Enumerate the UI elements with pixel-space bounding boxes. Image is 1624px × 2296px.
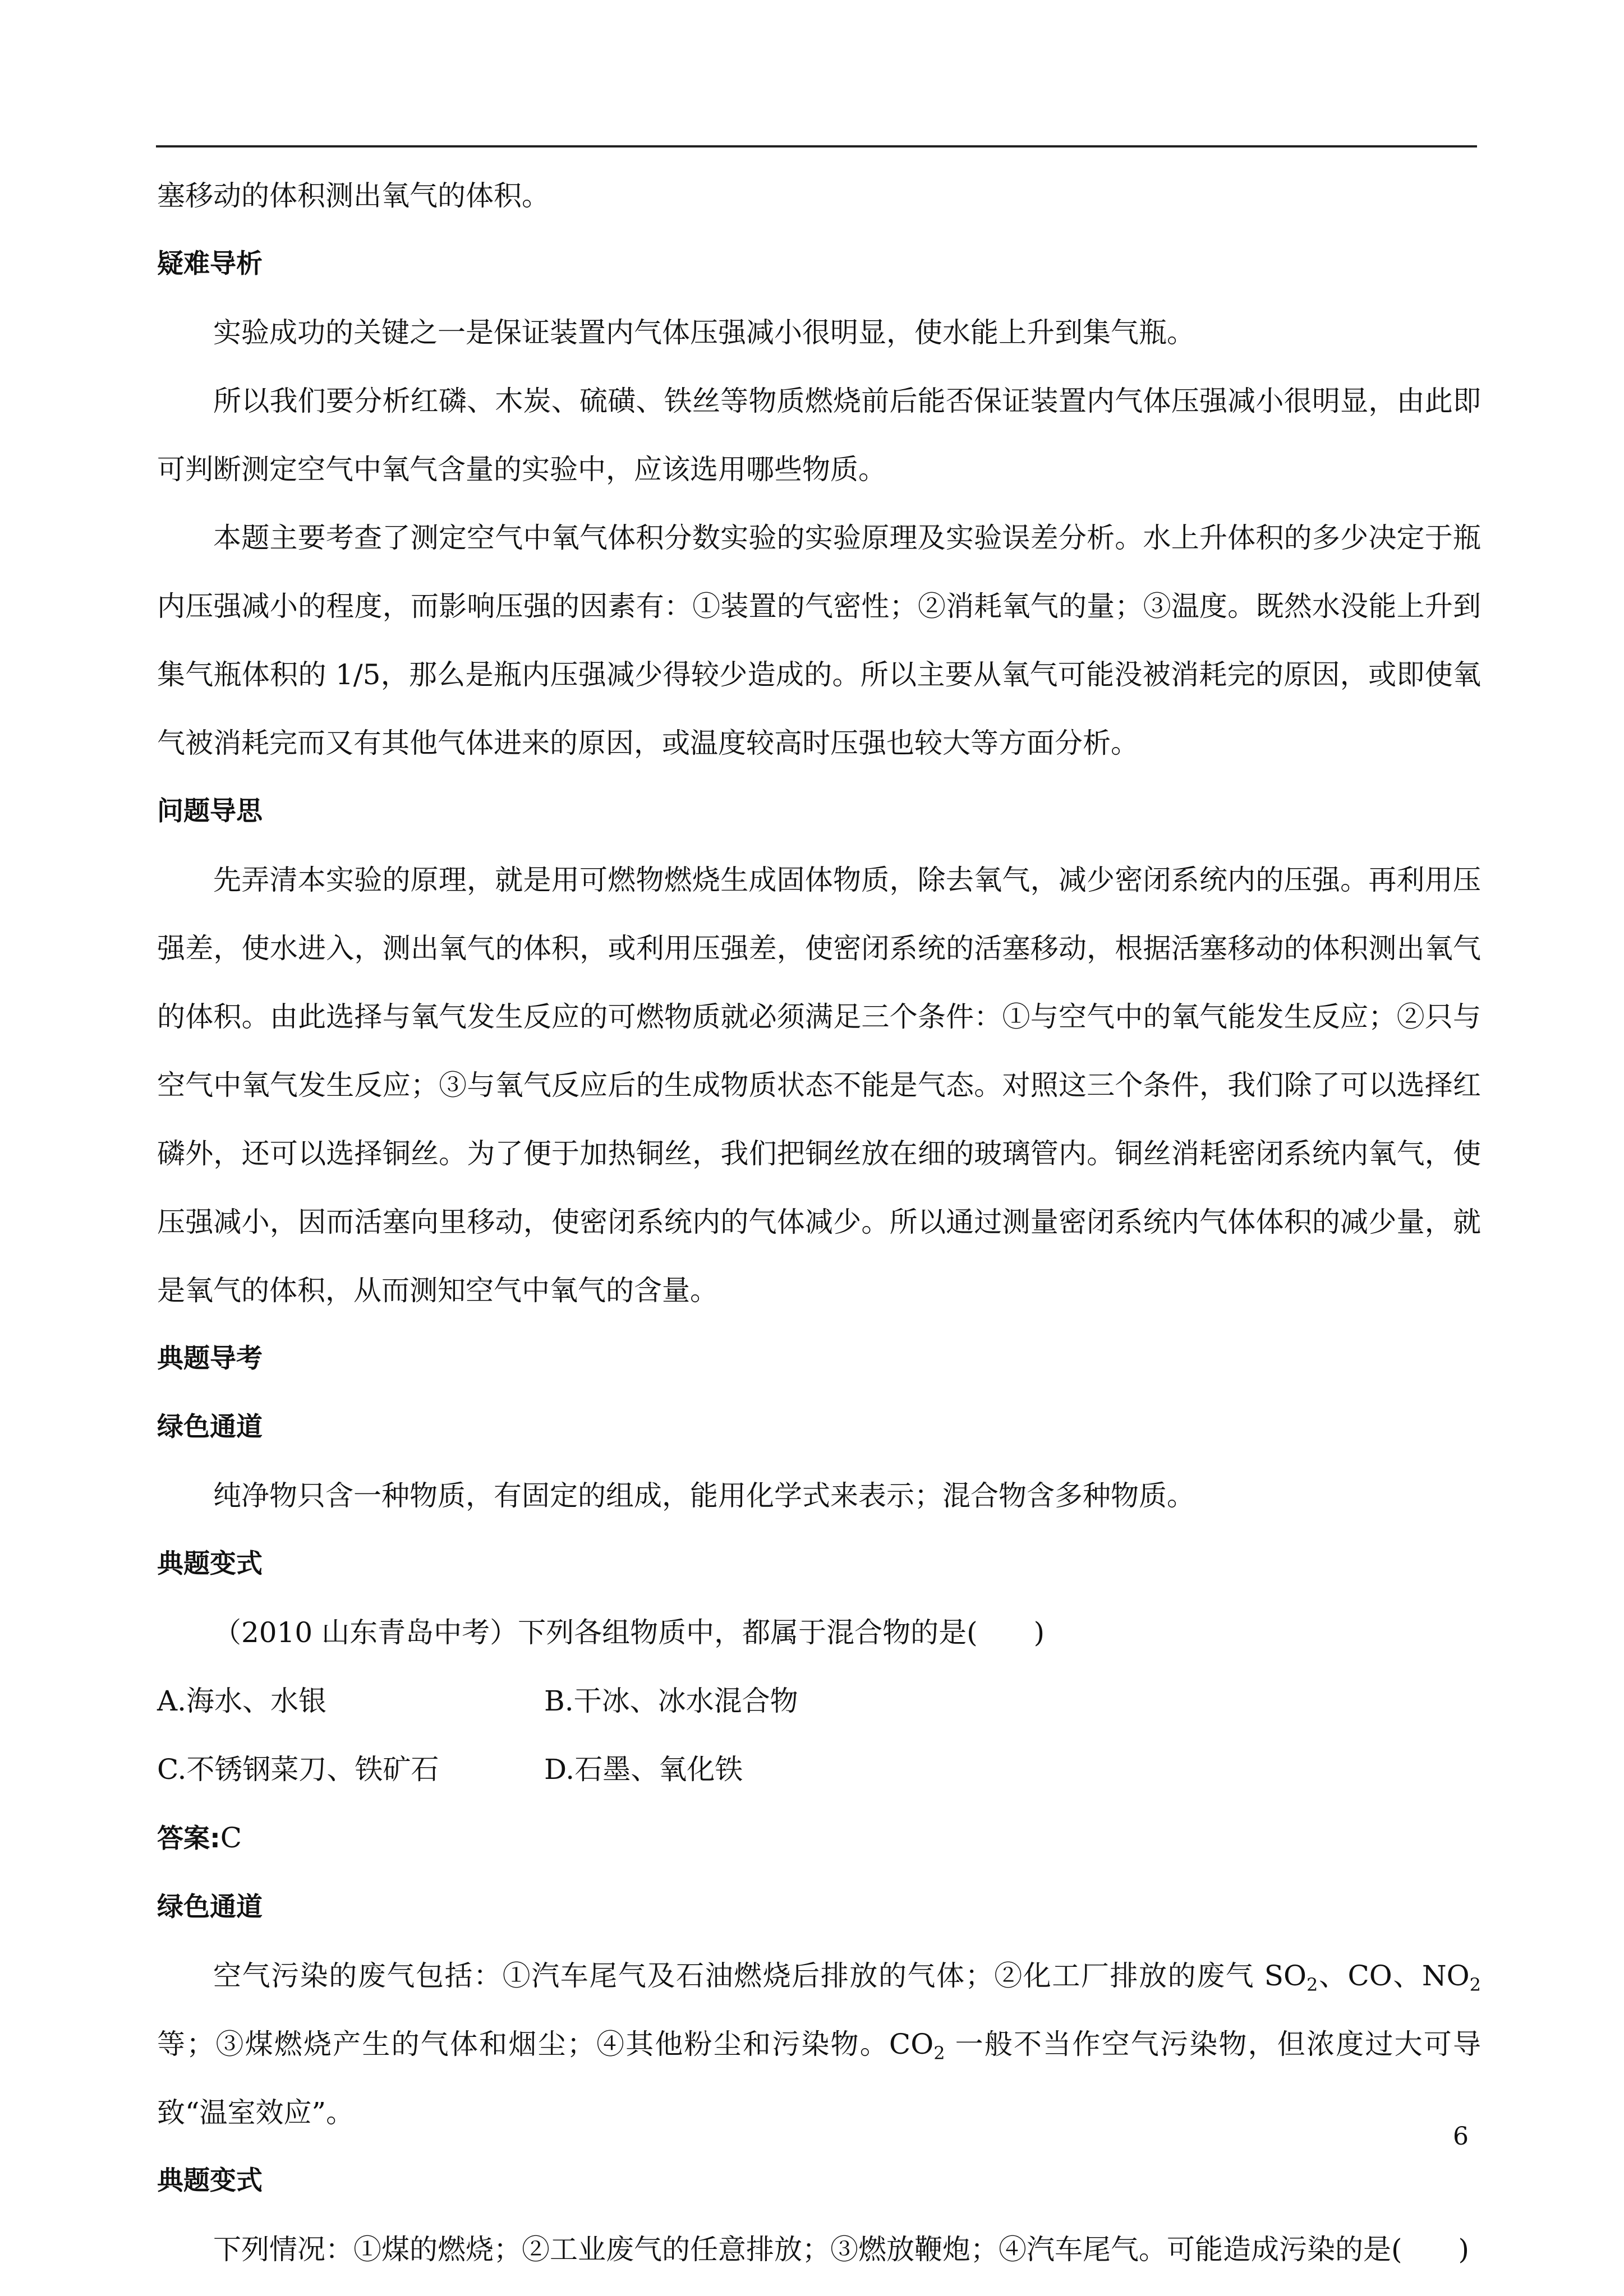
subscript: 2	[1306, 1974, 1318, 1995]
paragraph-air-pollution	[157, 1942, 1481, 2147]
subscript: 2	[933, 2043, 945, 2064]
question-text: （2010 山东青岛中考）下列各组物质中，都属于混合物的是( )	[213, 1616, 1045, 1649]
paragraph: 纯净物只含一种物质，有固定的组成，能用化学式来表示；混合物含多种物质。	[213, 1479, 1195, 1512]
heading-difficulty-analysis: 疑难导析	[157, 248, 263, 279]
option-c: C.不锈钢菜刀、铁矿石	[157, 1753, 439, 1786]
answer-value: C	[220, 1822, 242, 1854]
question-text: 下列情况：①煤的燃烧；②工业废气的任意排放；③燃放鞭炮；④汽车尾气。可能造成污染的是( )	[213, 2233, 1470, 2266]
heading-question-guide: 问题导思	[157, 796, 263, 827]
answer-label: 答案:	[157, 1823, 220, 1854]
heading-variant-question: 典题变式	[157, 2165, 263, 2196]
heading-green-channel: 绿色通道	[157, 1412, 263, 1442]
page-number: 6	[1453, 2122, 1469, 2151]
heading-variant-question: 典题变式	[157, 1548, 263, 1579]
options-row	[157, 1667, 1481, 1735]
paragraph: 先弄清本实验的原理，就是用可燃物燃烧生成固体物质，除去氧气，减少密闭系统内的压强。再利用压强差，使水进入，测出氧气的体积，或利用压强差，使密闭系统的活塞移动，根据活塞移动的体积测出氧气的体积。由此选择与氧气发生反应的可燃物质就必须满足三个条件：①与空气中的氧气能发生反应；②只与空气中氧气发生反应；③与氧气反应后的生成物质状态不能是气态。对照这三个条件，我们除了可以选择红磷外，还可以选择铜丝。为了便于加热铜丝，我们把铜丝放在细的玻璃管内。铜丝消耗密闭系统内氧气，使压强减小，因而活塞向里移动，使密闭系统内的气体减少。所以通过测量密闭系统内气体体积的减少量，就是氧气的体积，从而测知空气中氧气的含量。	[157, 864, 1481, 1307]
options-row	[157, 1735, 1481, 1804]
text-run: 空气污染的废气包括：①汽车尾气及石油燃烧后排放的气体；②化工厂排放的废气 SO	[213, 1960, 1307, 1992]
paragraph: 本题主要考查了测定空气中氧气体积分数实验的实验原理及实验误差分析。水上升体积的多少决定于瓶内压强减小的程度，而影响压强的因素有：①装置的气密性；②消耗氧气的量；③温度。既然水没能上升到集气瓶体积的 1/5，那么是瓶内压强减少得较少造成的。所以主要从氧气可能没被消耗完的原因，或即使氧气被消耗完而又有其他气体进来的原因，或温度较高时压强也较大等方面分析。	[157, 522, 1481, 759]
heading-typical-question: 典题导考	[157, 1343, 263, 1374]
option-d: D.石墨、氧化铁	[544, 1753, 743, 1786]
option-a: A.海水、水银	[157, 1685, 327, 1717]
heading-green-channel: 绿色通道	[157, 1892, 263, 1922]
paragraph: 所以我们要分析红磷、木炭、硫磺、铁丝等物质燃烧前后能否保证装置内气体压强减小很明显，由此即可判断测定空气中氧气含量的实验中，应该选用哪些物质。	[157, 385, 1481, 486]
text-run: 、CO、NO	[1318, 1960, 1470, 1992]
option-b: B.干冰、冰水混合物	[544, 1685, 798, 1717]
text-run: 等；③煤燃烧产生的气体和烟尘；④其他粉尘和污染物。CO	[157, 2028, 934, 2060]
continued-paragraph: 塞移动的体积测出氧气的体积。	[157, 179, 550, 212]
page-content	[157, 162, 1481, 2284]
paragraph: 实验成功的关键之一是保证装置内气体压强减小很明显，使水能上升到集气瓶。	[213, 316, 1195, 349]
subscript: 2	[1469, 1974, 1481, 1995]
text-run: 一般不当作空气污染物，但浓度过大可导致“温室效应”。	[157, 2028, 1481, 2129]
answer-line	[157, 1804, 1481, 1873]
header-rule	[156, 145, 1477, 147]
